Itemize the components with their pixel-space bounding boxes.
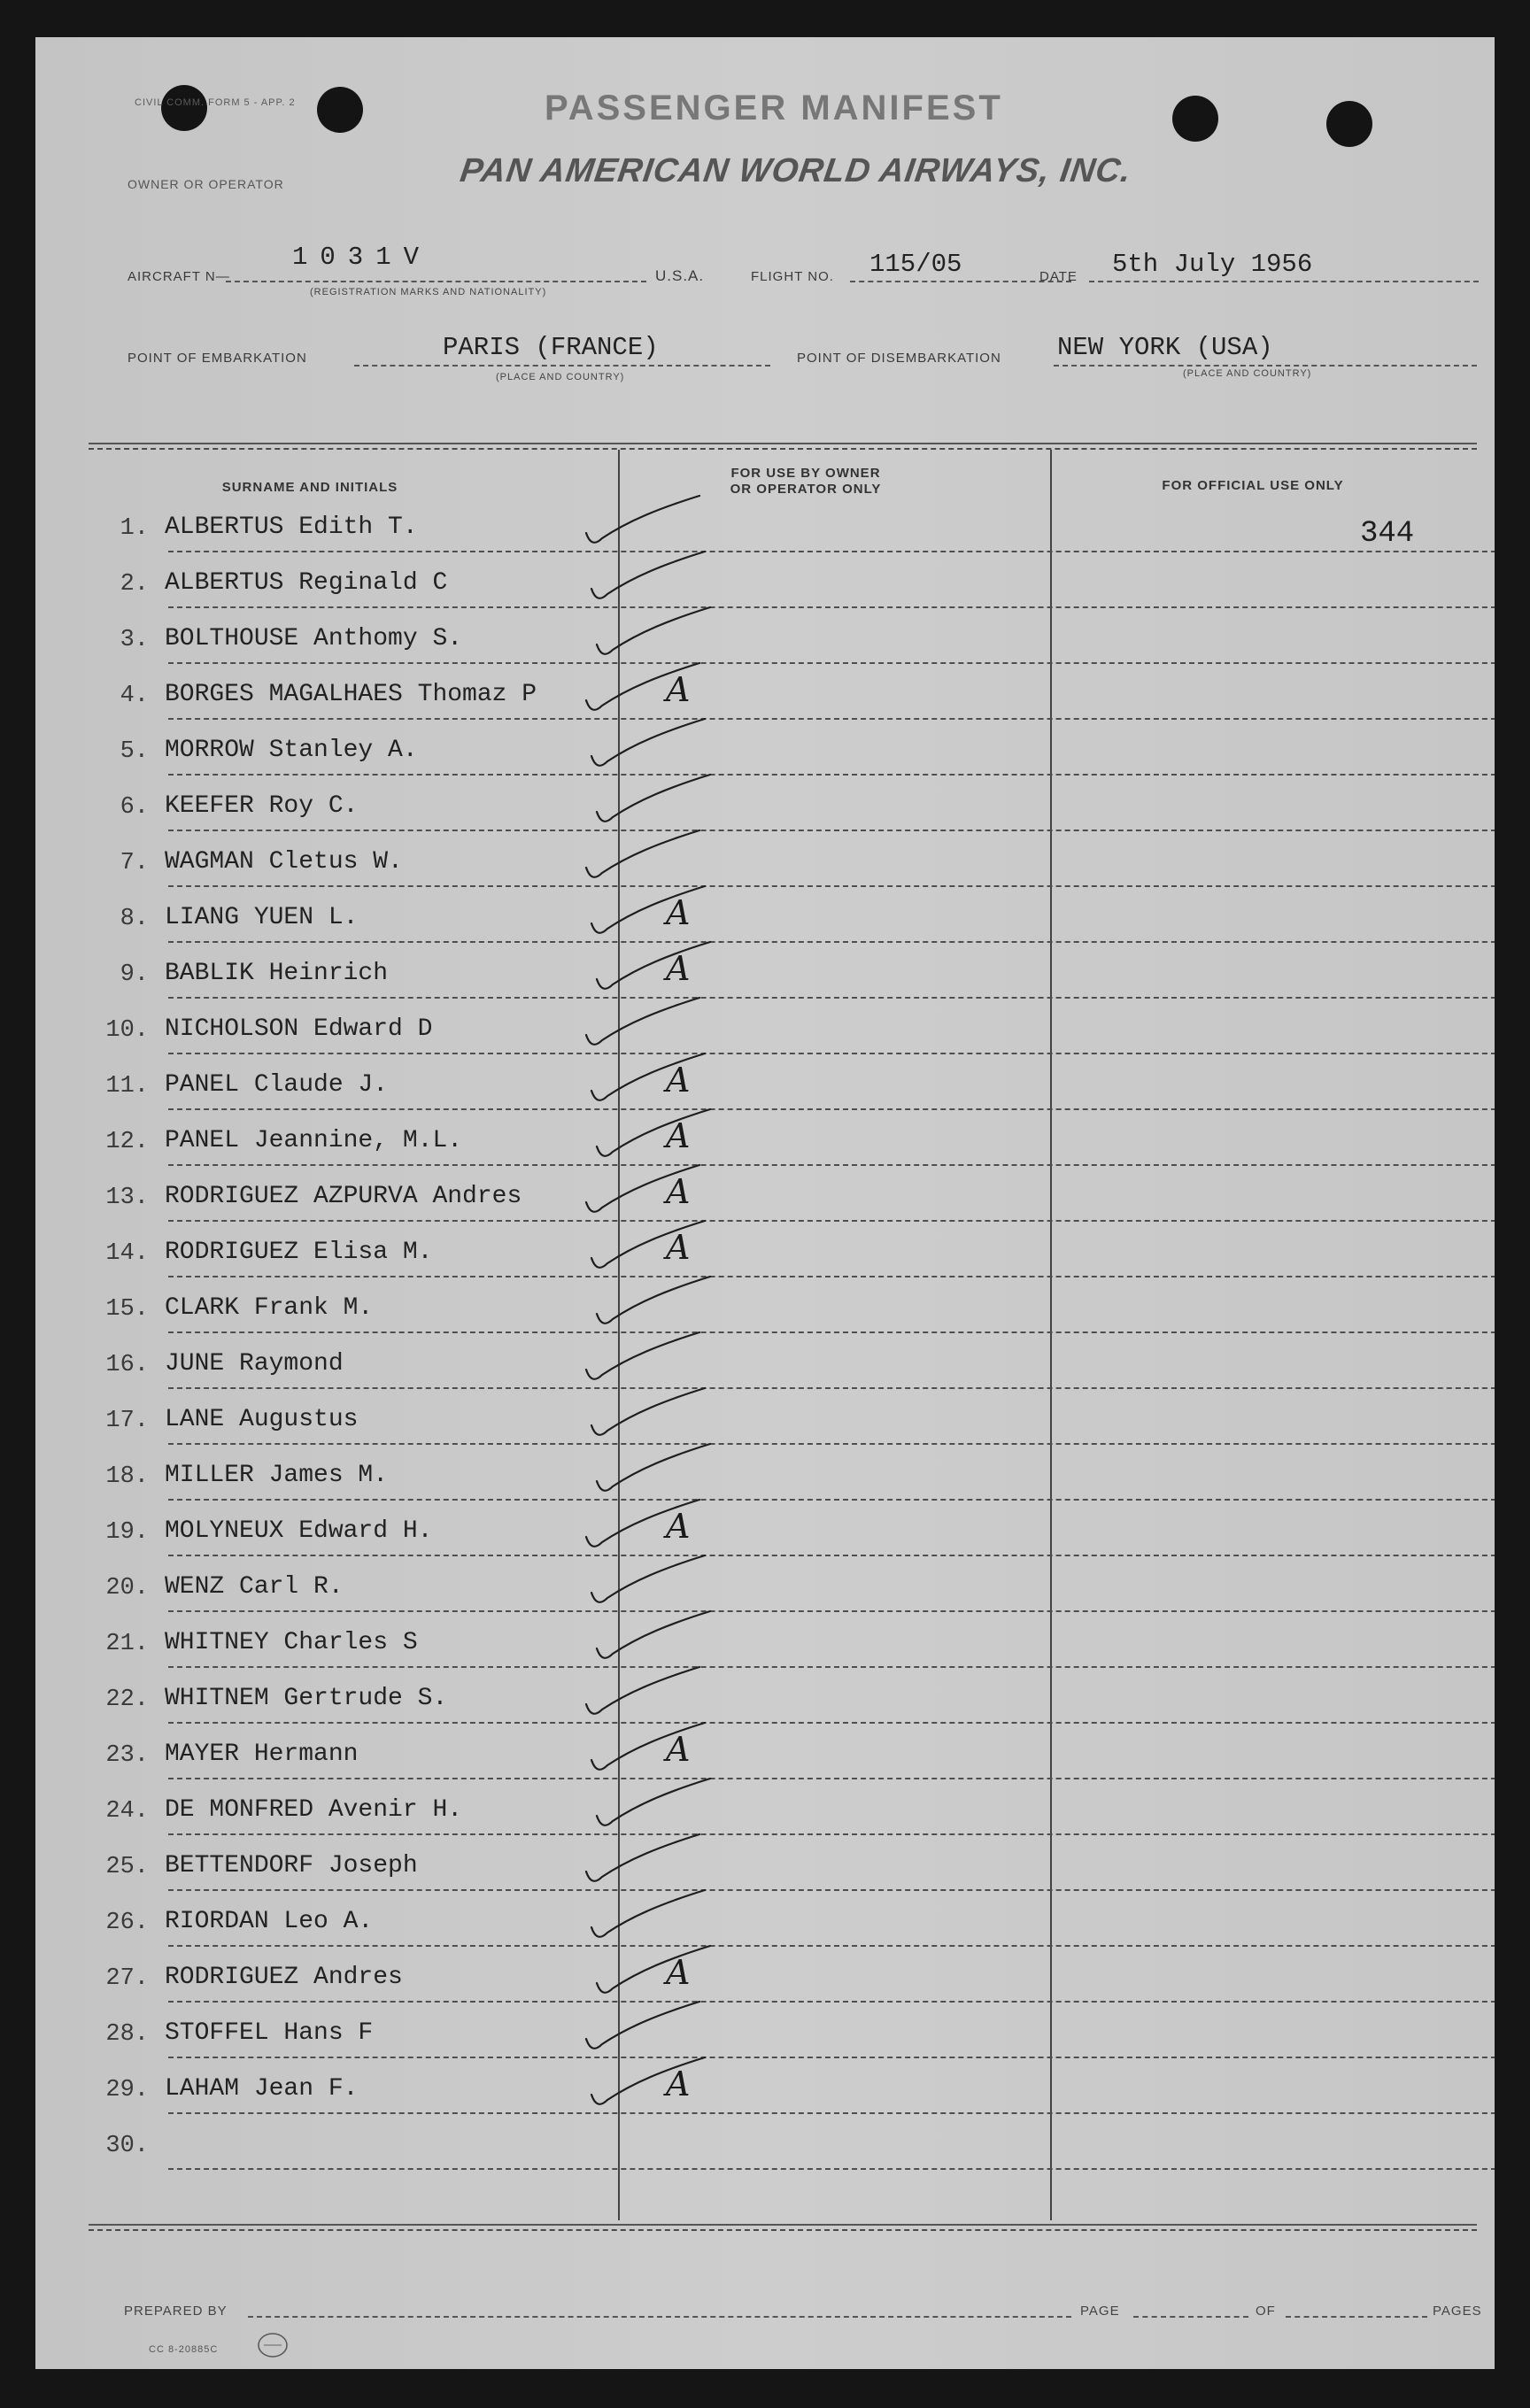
passenger-name: RODRIGUEZ AZPURVA Andres <box>165 1183 522 1210</box>
passenger-name: LIANG YUEN L. <box>165 904 359 931</box>
owner-use-header-2: OR OPERATOR ONLY <box>730 482 882 497</box>
registration-caption: (REGISTRATION MARKS AND NATIONALITY) <box>310 287 547 297</box>
embarkation-caption: (PLACE AND COUNTRY) <box>496 372 625 382</box>
table-top-rule <box>89 443 1477 444</box>
check-mark-icon <box>581 1217 714 1279</box>
passenger-name: WHITNEY Charles S <box>165 1629 418 1656</box>
flight-date: 5th July 1956 <box>1112 250 1313 279</box>
date-label: DATE <box>1039 269 1078 284</box>
prepared-by-label: PREPARED BY <box>124 2304 228 2319</box>
check-mark-icon <box>586 1775 719 1837</box>
row-number: 8. <box>120 906 149 932</box>
row-number: 13. <box>105 1185 149 1211</box>
flight-number: 115/05 <box>869 250 962 279</box>
row-rule <box>168 2057 1495 2058</box>
passenger-name: PANEL Claude J. <box>165 1071 389 1099</box>
official-use-header: FOR OFFICIAL USE ONLY <box>1162 478 1344 493</box>
page-label: PAGE <box>1080 2304 1120 2319</box>
row-number: 16. <box>105 1352 149 1378</box>
row-number: 15. <box>105 1296 149 1323</box>
passenger-name: DE MONFRED Avenir H. <box>165 1796 463 1824</box>
passenger-name: BETTENDORF Joseph <box>165 1852 418 1879</box>
punch-hole <box>161 85 207 131</box>
date-underline <box>1089 281 1479 282</box>
row-rule <box>168 1499 1495 1501</box>
page-line <box>1133 2316 1248 2318</box>
passenger-name: KEEFER Roy C. <box>165 792 359 820</box>
passenger-name: MOLYNEUX Edward H. <box>165 1517 433 1545</box>
embarkation-underline <box>354 365 770 367</box>
check-mark-icon <box>576 994 708 1056</box>
row-rule <box>168 1945 1495 1947</box>
passenger-name: RODRIGUEZ Elisa M. <box>165 1239 433 1266</box>
row-number: 23. <box>105 1742 149 1769</box>
check-mark-icon <box>581 1385 714 1447</box>
row-rule <box>168 1276 1495 1277</box>
check-mark-icon <box>576 1831 708 1893</box>
passenger-name: BABLIK Heinrich <box>165 960 389 987</box>
handwritten-mark: A <box>666 1507 691 1546</box>
check-mark-icon <box>576 1998 708 2060</box>
passenger-name: CLARK Frank M. <box>165 1294 374 1322</box>
punch-hole <box>1172 96 1218 142</box>
check-mark-icon <box>586 1608 719 1670</box>
passenger-name: ALBERTUS Edith T. <box>165 513 418 541</box>
handwritten-mark: A <box>666 2065 691 2103</box>
check-mark-icon <box>581 883 714 945</box>
row-number: 9. <box>120 961 149 988</box>
row-number: 7. <box>120 850 149 876</box>
passenger-name: PANEL Jeannine, M.L. <box>165 1127 463 1154</box>
passenger-name: BORGES MAGALHAES Thomaz P <box>165 681 537 708</box>
handwritten-mark: A <box>666 1116 691 1155</box>
aircraft-underline <box>226 281 646 282</box>
aircraft-label: AIRCRAFT N— <box>128 269 230 284</box>
row-number: 24. <box>105 1798 149 1825</box>
of-label: OF <box>1256 2304 1276 2319</box>
row-number: 19. <box>105 1519 149 1546</box>
handwritten-mark: A <box>666 1953 691 1992</box>
handwritten-mark: A <box>666 949 691 988</box>
row-number: 25. <box>105 1854 149 1880</box>
row-number: 30. <box>105 2133 149 2159</box>
row-number: 10. <box>105 1017 149 1044</box>
check-mark-icon <box>586 771 719 833</box>
handwritten-mark: A <box>666 1730 691 1769</box>
passenger-name: WENZ Carl R. <box>165 1573 344 1601</box>
official-note: 344 <box>1360 517 1415 551</box>
row-rule <box>168 941 1495 943</box>
row-number: 26. <box>105 1910 149 1936</box>
row-rule <box>168 662 1495 664</box>
check-mark-icon <box>576 1329 708 1391</box>
embarkation-label: POINT OF EMBARKATION <box>128 351 307 366</box>
pages-label: PAGES <box>1433 2304 1482 2319</box>
check-mark-icon <box>581 1050 714 1112</box>
row-number: 5. <box>120 738 149 765</box>
table-bottom-rule <box>89 2224 1477 2226</box>
row-rule <box>168 718 1495 720</box>
owner-use-header-1: FOR USE BY OWNER <box>730 466 881 481</box>
row-rule <box>168 2168 1495 2170</box>
passenger-name: NICHOLSON Edward D <box>165 1015 433 1043</box>
row-number: 6. <box>120 794 149 821</box>
row-number: 22. <box>105 1686 149 1713</box>
disembarkation-label: POINT OF DISEMBARKATION <box>797 351 1001 366</box>
check-mark-icon <box>586 1440 719 1502</box>
row-number: 4. <box>120 683 149 709</box>
handwritten-mark: A <box>666 1061 691 1100</box>
passenger-name: RODRIGUEZ Andres <box>165 1964 403 1991</box>
check-mark-icon <box>581 1719 714 1781</box>
row-rule <box>168 1889 1495 1891</box>
embarkation-place: PARIS (FRANCE) <box>443 333 659 362</box>
row-number: 27. <box>105 1965 149 1992</box>
handwritten-mark: A <box>666 893 691 932</box>
row-rule <box>168 1443 1495 1445</box>
row-number: 21. <box>105 1631 149 1657</box>
check-mark-icon <box>576 1663 708 1725</box>
check-mark-icon <box>581 1552 714 1614</box>
check-mark-icon <box>586 604 719 666</box>
row-rule <box>168 1108 1495 1110</box>
passenger-name: MAYER Hermann <box>165 1740 359 1768</box>
operator-name: PAN AMERICAN WORLD AIRWAYS, INC. <box>458 152 1134 189</box>
printer-seal-icon <box>255 2330 290 2360</box>
check-mark-icon <box>581 1887 714 1949</box>
row-rule <box>168 1164 1495 1166</box>
flight-label: FLIGHT NO. <box>751 269 834 284</box>
row-rule <box>168 885 1495 887</box>
row-rule <box>168 2112 1495 2114</box>
punch-hole <box>1326 101 1372 147</box>
table-top-rule-2 <box>89 448 1477 450</box>
check-mark-icon <box>581 715 714 777</box>
row-number: 17. <box>105 1408 149 1434</box>
row-rule <box>168 1220 1495 1222</box>
check-mark-icon <box>586 1106 719 1168</box>
country-label: U.S.A. <box>655 267 705 284</box>
punch-hole <box>317 87 363 133</box>
row-rule <box>168 830 1495 831</box>
form-number: CC 8-20885C <box>149 2344 219 2355</box>
flight-underline <box>850 281 1071 282</box>
row-number: 1. <box>120 515 149 542</box>
owner-operator-label: OWNER OR OPERATOR <box>128 177 284 191</box>
prepared-by-line <box>248 2316 1071 2318</box>
passenger-name: JUNE Raymond <box>165 1350 344 1378</box>
row-number: 3. <box>120 627 149 653</box>
check-mark-icon <box>586 938 719 1000</box>
row-rule <box>168 1387 1495 1389</box>
row-rule <box>168 2001 1495 2003</box>
handwritten-mark: A <box>666 670 691 709</box>
row-number: 28. <box>105 2021 149 2048</box>
check-mark-icon <box>576 492 708 554</box>
handwritten-mark: A <box>666 1172 691 1211</box>
passenger-name: BOLTHOUSE Anthomy S. <box>165 625 463 652</box>
row-number: 14. <box>105 1240 149 1267</box>
page-title: PASSENGER MANIFEST <box>545 89 1003 127</box>
passenger-name: WHITNEM Gertrude S. <box>165 1685 448 1712</box>
form-code: CIVIL COMM. FORM 5 - APP. 2 <box>135 97 296 108</box>
surname-column-header: SURNAME AND INITIALS <box>221 480 398 495</box>
row-number: 29. <box>105 2077 149 2103</box>
row-rule <box>168 1555 1495 1556</box>
row-rule <box>168 1778 1495 1779</box>
column-divider-2 <box>1050 450 1052 2220</box>
row-rule <box>168 606 1495 608</box>
passenger-name: STOFFEL Hans F <box>165 2019 374 2047</box>
check-mark-icon <box>581 548 714 610</box>
aircraft-number: 1031V <box>292 243 432 272</box>
row-rule <box>168 774 1495 776</box>
check-mark-icon <box>576 827 708 889</box>
disembarkation-underline <box>1054 365 1477 367</box>
row-rule <box>168 1722 1495 1724</box>
disembarkation-place: NEW YORK (USA) <box>1057 333 1273 362</box>
check-mark-icon <box>581 2054 714 2116</box>
passenger-name: MILLER James M. <box>165 1462 389 1489</box>
of-line <box>1286 2316 1427 2318</box>
handwritten-mark: A <box>666 1228 691 1267</box>
manifest-sheet <box>35 37 1495 2369</box>
passenger-name: LAHAM Jean F. <box>165 2075 359 2103</box>
row-rule <box>168 551 1495 552</box>
row-number: 11. <box>105 1073 149 1100</box>
row-rule <box>168 1666 1495 1668</box>
row-number: 20. <box>105 1575 149 1601</box>
passenger-name: RIORDAN Leo A. <box>165 1908 374 1935</box>
row-rule <box>168 1331 1495 1333</box>
row-number: 18. <box>105 1463 149 1490</box>
row-rule <box>168 997 1495 999</box>
passenger-name: ALBERTUS Reginald C <box>165 569 448 597</box>
passenger-name: WAGMAN Cletus W. <box>165 848 403 876</box>
check-mark-icon <box>586 1942 719 2004</box>
passenger-name: LANE Augustus <box>165 1406 359 1433</box>
check-mark-icon <box>586 1273 719 1335</box>
table-bottom-rule-2 <box>89 2229 1477 2231</box>
row-number: 2. <box>120 571 149 598</box>
passenger-name: MORROW Stanley A. <box>165 737 418 764</box>
row-number: 12. <box>105 1129 149 1155</box>
row-rule <box>168 1053 1495 1054</box>
disembarkation-caption: (PLACE AND COUNTRY) <box>1183 368 1312 379</box>
row-rule <box>168 1833 1495 1835</box>
row-rule <box>168 1610 1495 1612</box>
